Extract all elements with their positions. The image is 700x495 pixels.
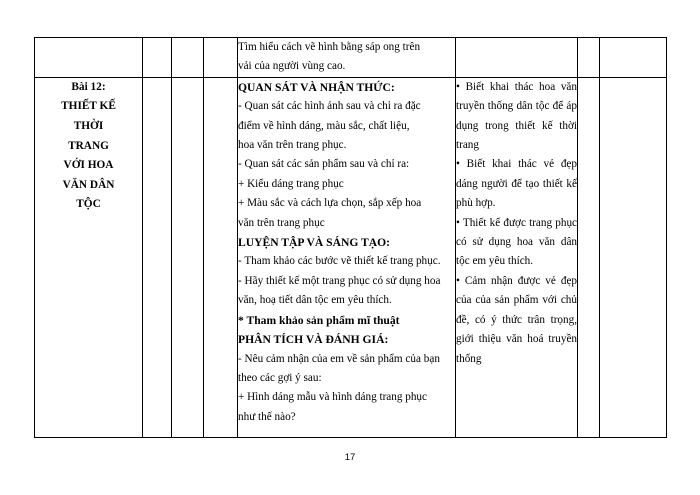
text-line: - Quan sát các hình ảnh sau và chỉ ra đặc: [238, 100, 421, 113]
text-line: văn trên trang phục: [238, 216, 325, 229]
table-cell: [143, 38, 172, 78]
table-cell: [35, 38, 143, 78]
page-number: 17: [344, 452, 356, 463]
lesson-title-line: VĂN DÂN: [62, 178, 115, 191]
objective-item: • Biết khai thác vẻ đẹp dáng người để tạo thiết kế phù hợp.: [456, 158, 577, 210]
lesson-title-line: TỘC: [76, 198, 101, 211]
table-cell: [172, 38, 204, 78]
lesson-title-line: VỚI HOA: [63, 159, 114, 172]
text-line: theo các gợi ý sau:: [238, 371, 322, 384]
table-cell: [456, 38, 578, 78]
table-cell: [578, 38, 600, 78]
table-cell: [143, 77, 172, 437]
table-cell: [204, 38, 238, 78]
text-line: - Quan sát các sản phẩm sau và chỉ ra:: [238, 158, 410, 171]
section-heading: QUAN SÁT VÀ NHẬN THỨC:: [238, 80, 395, 94]
activity-cell-continued: [238, 38, 456, 78]
table-cell: [172, 77, 204, 437]
text-line: + Hình dáng mẫu và hình dáng trang phục: [238, 391, 427, 404]
objective-item: • Thiết kế được trang phục có sử dụng hoa văn dân tộc em yêu thích.: [456, 216, 577, 268]
lesson-title-cell: [35, 77, 143, 437]
lesson-title-line: THỜI: [73, 120, 104, 132]
table-cell: [600, 77, 667, 437]
table-row: [35, 77, 667, 437]
section-heading: PHÂN TÍCH VÀ ĐÁNH GIÁ:: [238, 333, 389, 347]
text-line: + Kiểu dáng trang phục: [238, 177, 344, 190]
objective-item: • Biết khai thác hoa văn truyền thống dân tộc để áp dụng trong thiết kế thời trang: [456, 80, 577, 152]
text-line: + Màu sắc và cách lựa chọn, sắp xếp hoa: [238, 197, 422, 210]
text-line: - Nêu cảm nhận của em về sản phẩm của bạn: [238, 352, 440, 365]
text-line: như thế nào?: [238, 410, 296, 423]
lesson-title-line: TRANG: [68, 139, 109, 152]
lesson-number: Bài 12:: [71, 80, 106, 93]
text-line: hoa văn trên trang phục.: [238, 139, 347, 152]
objectives-cell: [456, 77, 578, 437]
table-row: [35, 38, 667, 78]
text-line: - Tham khảo các bước vẽ thiết kế trang phục.: [238, 255, 441, 268]
lesson-plan-table: [34, 37, 667, 438]
table-cell: [578, 77, 600, 437]
text-line: - Hãy thiết kế một trang phục có sử dụng hoa: [238, 274, 441, 287]
text-line: vải của người vùng cao.: [238, 60, 346, 73]
section-heading: LUYỆN TẬP VÀ SÁNG TẠO:: [238, 236, 391, 250]
table-cell: [600, 38, 667, 78]
text-line: văn, hoạ tiết dân tộc em yêu thích.: [238, 294, 392, 307]
table-cell: [204, 77, 238, 437]
text-line: Tìm hiểu cách vẽ hình bằng sáp ong trên: [238, 41, 421, 53]
objective-item: • Cảm nhận được vẻ đẹp của của sản phẩm với chủ đề, có ý thức trân trọng, giới thiệu văn hoá truyền thống: [456, 274, 577, 365]
activities-cell: [238, 77, 456, 437]
section-heading: * Tham khảo sản phẩm mĩ thuật: [238, 313, 400, 327]
lesson-title-line: THIẾT KẾ: [61, 100, 116, 113]
text-line: điểm về hình dáng, màu sắc, chất liệu,: [238, 119, 410, 132]
